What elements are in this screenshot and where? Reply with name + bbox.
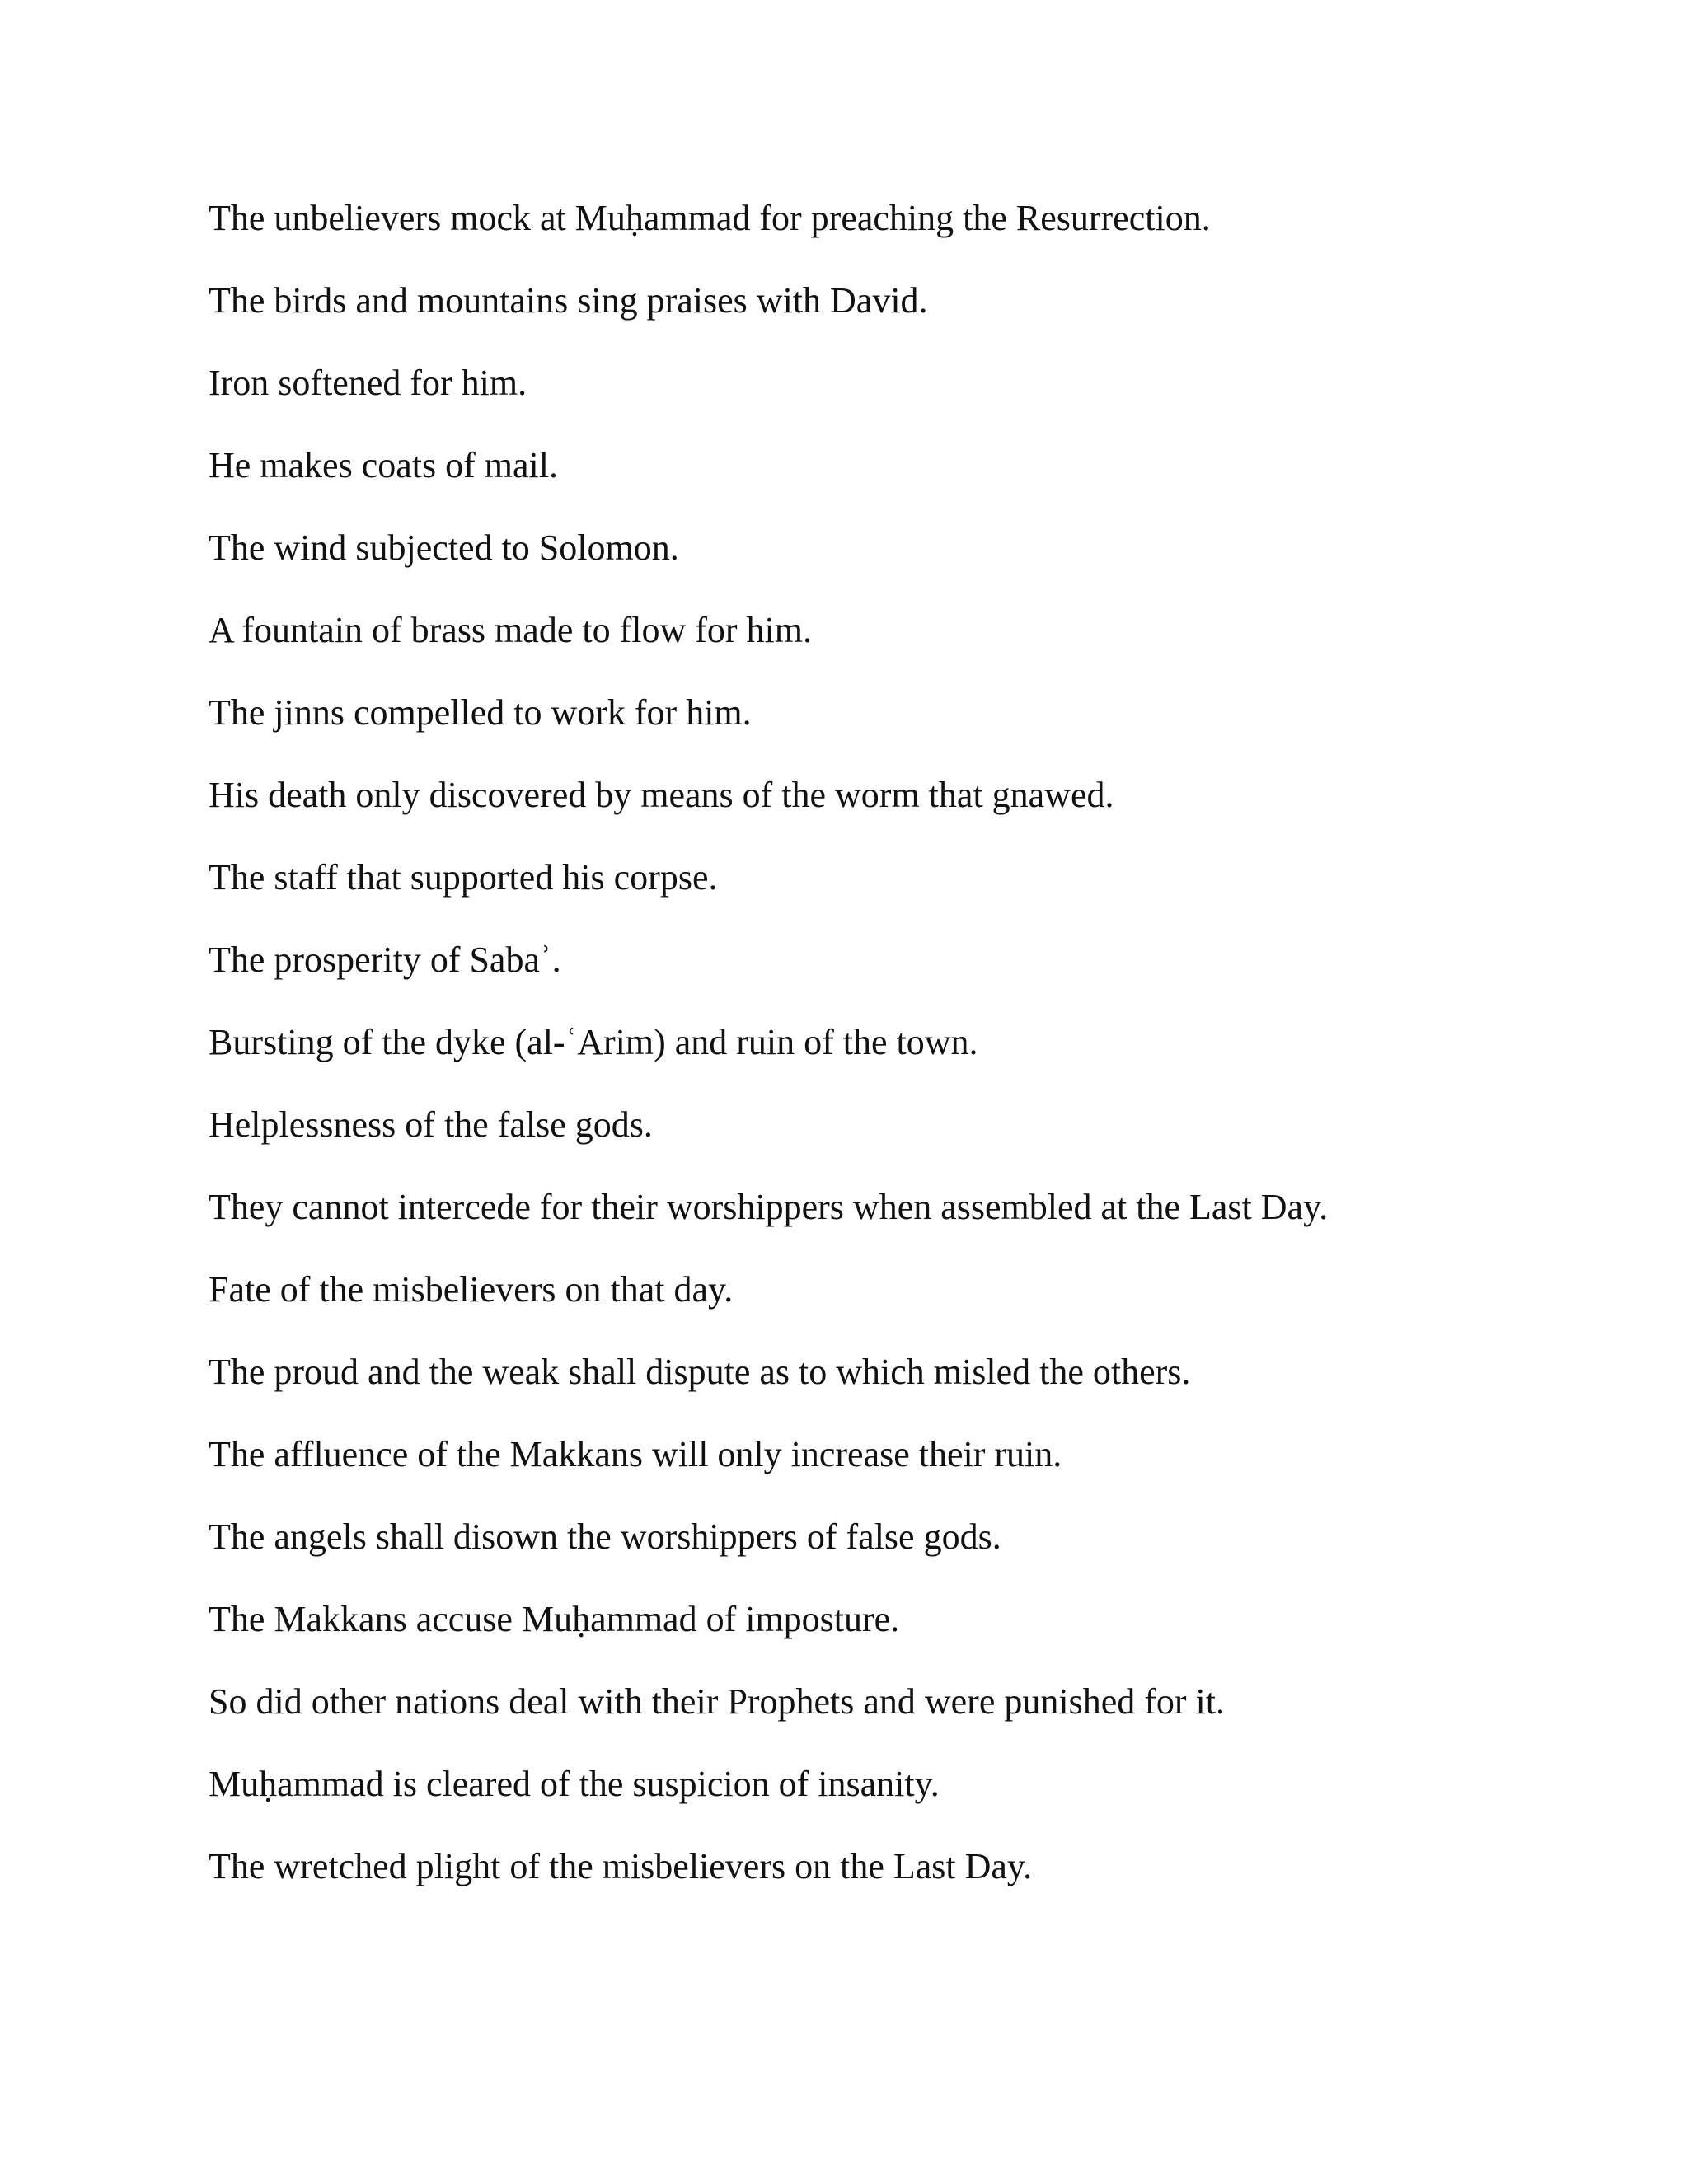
summary-line: Helplessness of the false gods.	[209, 1104, 653, 1145]
summary-line: So did other nations deal with their Prophets and were punished for it.	[209, 1681, 1225, 1722]
summary-line: The prosperity of Sabaʾ.	[209, 940, 561, 980]
summary-line: A fountain of brass made to flow for him.	[209, 610, 812, 650]
summary-line: The affluence of the Makkans will only increase their ruin.	[209, 1434, 1062, 1474]
summary-line: The birds and mountains sing praises with David.	[209, 280, 928, 321]
summary-line: The wretched plight of the misbelievers on the Last Day.	[209, 1846, 1033, 1886]
summary-line: The Makkans accuse Muḥammad of imposture.	[209, 1599, 900, 1639]
summary-line: The unbelievers mock at Muḥammad for preaching the Resurrection.	[209, 198, 1211, 238]
summary-line: He makes coats of mail.	[209, 445, 558, 485]
summary-line: The wind subjected to Solomon.	[209, 527, 679, 568]
summary-line: Fate of the misbelievers on that day.	[209, 1269, 734, 1310]
summary-line: They cannot intercede for their worshippers when assembled at the Last Day.	[209, 1187, 1329, 1227]
summary-line: The jinns compelled to work for him.	[209, 692, 752, 733]
summary-line: The proud and the weak shall dispute as to which misled the others.	[209, 1352, 1191, 1392]
summary-line: Bursting of the dyke (al-ʿArim) and ruin of the town.	[209, 1022, 978, 1062]
summary-line: Muḥammad is cleared of the suspicion of insanity.	[209, 1764, 940, 1804]
summary-line: The staff that supported his corpse.	[209, 857, 718, 898]
summary-line: Iron softened for him.	[209, 363, 528, 403]
summary-line: The angels shall disown the worshippers of false gods.	[209, 1516, 1001, 1557]
summary-list	[209, 196, 1610, 1927]
summary-line: His death only discovered by means of the worm that gnawed.	[209, 775, 1114, 815]
